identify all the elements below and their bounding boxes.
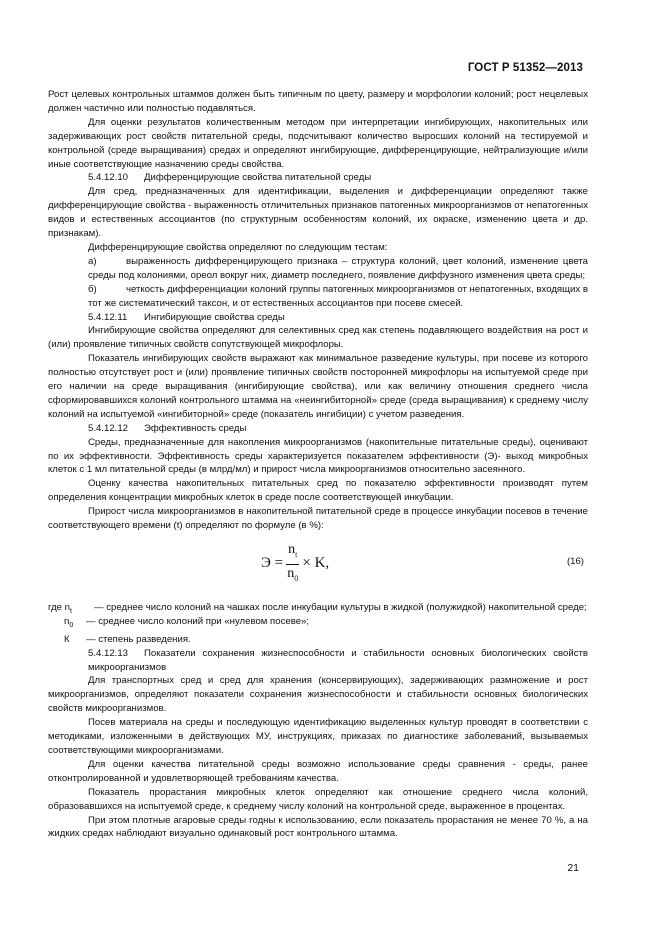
section-number: 5.4.12.12 [88, 422, 129, 434]
paragraph: Для оценки результатов количественным методом при интерпретации ингибирующих, накопительных или задерживающих рост свойств питательной среды, подсчитывают количество выросших колоний на тестируемой и контрольной (среде выращивания) средах и определяют ингибирующие, дифференцирующие, нейтрализующие и/или иные соответствующие назначению среды свойства. [48, 116, 588, 170]
list-item [48, 283, 588, 311]
list-item [48, 255, 588, 283]
formula-fraction [286, 541, 299, 588]
list-item-text: четкость дифференциации колоний группы патогенных микроорганизмов от непатогенных, входящих в тот же систематический таксон, и от естественных ассоциантов при посеве смесей. [88, 283, 588, 309]
paragraph: Прирост числа микроорганизмов в накопительной питательной среде в процессе инкубации посевов в течение соответствующего времени (t) определяют по формуле (в %): [48, 506, 588, 532]
formula-legend-n0 [48, 615, 588, 633]
formula-denominator: $n_0$ [287, 565, 299, 583]
paragraph: Показатель ингибирующих свойств выражают как минимальное разведение культуры, при посеве из которого полностью отсутствует рост и (или) проявление типичных свойств посторонней микрофлоры на испытуемой среде при его наличии на среде выращивания (ингибирующие свойства), или как величину отношения среднего числа сформировавшихся колоний контрольного штамма на «неингибиторной» среде (среда выращивания) к среднему числу колоний на испытуемой «ингибиторной» среде (показатель ингибиции) с учетом разведения. [48, 353, 588, 420]
paragraph: Показатель прорастания микробных клеток определяют как отношение среднего числа колоний, образовавшихся на испытуемой среде, к среднему числу колоний на контрольной среде, выраженное в процентах. [48, 786, 588, 812]
paragraph: Для сред, предназначенных для идентификации, выделения и дифференциации определяют также дифференцирующие свойства - выраженность отличительных признаков патогенных микроорганизмов от непатогенных видов и естественных ассоциантов (по структурным особенностям колоний, их окраске, изменению цвета и др. признакам). [48, 186, 588, 240]
paragraph: При этом плотные агаровые среды годны к использованию, если показатель прорастания не менее 70 %, а на жидких средах наблюдают визуально одинаковый рост контрольного штамма. [48, 814, 588, 840]
paragraph: Для транспортных сред и сред для хранения (консервирующих), задерживающих размножение и рост микроорганизмов, определяют показатели сохранения жизнеспособности и стабильности основных биологических свойств микроорганизмов. [48, 675, 588, 715]
section-heading [48, 311, 588, 325]
document-standard-id: ГОСТ Р 51352—2013 [467, 62, 583, 74]
list-item-text: выраженность дифференцирующего признака – структура колоний, цвет колоний, изменение цвета среды под колониями, ореол вокруг них, диаметр последнего, появление диффузного изменения цвета среды; [88, 255, 588, 281]
paragraph: Среды, предназначенные для накопления микроорганизмов (накопительные питательные среды), оценивают по их эффективности. Эффективность среды характеризуется показателем эффективности (Э)- выход микробных клеток с 1 мл питательной среды (в млрд/мл) и прирост числа микроорганизмов относительно засеянного. [48, 436, 588, 476]
formula-16 [48, 541, 588, 591]
paragraph: Посев материала на среды и последующую идентификацию выделенных культур проводят в соответствии с методиками, изложенными в действующих МУ, инструкциях, приказах по диагностике заболеваний, вызываемых соответствующими микроорганизмами. [48, 717, 588, 756]
section-title: Дифференцирующие свойства питательной среды [144, 172, 372, 184]
list-item-marker: а) [88, 255, 97, 267]
section-title: Ингибирующие свойства среды [144, 311, 285, 323]
formula-legend-t [48, 601, 588, 615]
list-item-marker: б) [88, 283, 97, 295]
formula-legend-k [48, 633, 588, 647]
section-heading [48, 171, 588, 185]
formula-number: (16) [566, 556, 584, 567]
section-heading [48, 422, 588, 436]
formula-expression [261, 541, 329, 587]
section-heading [48, 647, 588, 675]
paragraph: Для оценки качества питательной среды возможно использование среды сравнения - среды, ранее отконтролированной и удовлетворяющей требованиям качества. [48, 758, 588, 784]
section-number: 5.4.12.11 [88, 311, 128, 323]
formula-lhs: Э = [261, 555, 284, 572]
formula-legend-symbol: К [64, 633, 70, 645]
formula-legend-text: — степень разведения. [86, 633, 191, 645]
section-number: 5.4.12.10 [88, 172, 129, 184]
paragraph: Ингибирующие свойства определяют для селективных сред как степень подавляющего воздействия на рост и (или) проявление типичных свойств сопутствующей микрофлоры. [48, 325, 588, 351]
formula-legend-symbol: $n_0$ [64, 615, 74, 629]
section-title: Показатели сохранения жизнеспособности и стабильности основных биологических свойств микроорганизмов [88, 647, 588, 673]
page-number: 21 [567, 862, 579, 874]
formula-numerator: $n_t$ [286, 541, 299, 565]
formula-legend-lead: где $n_t$ [48, 602, 72, 615]
paragraph: Рост целевых контрольных штаммов должен быть типичным по цвету, размеру и морфологии колоний; рост нецелевых должен частично или полностью подавляться. [48, 89, 588, 114]
paragraph: Дифференцирующие свойства определяют по следующим тестам: [88, 241, 388, 253]
formula-rhs: × K, [302, 555, 330, 572]
formula-legend-text: — среднее число колоний при «нулевом посеве»; [86, 615, 310, 627]
section-title: Эффективность среды [144, 422, 247, 434]
paragraph: Оценку качества накопительных питательных сред по показателю эффективности производят путем определения концентрации микробных клеток в среде после соответствующей инкубации. [48, 478, 588, 504]
document-body [48, 88, 588, 841]
formula-legend-text: — среднее число колоний на чашках после инкубации культуры в жидкой (полужидкой) накопительной среде; [94, 602, 587, 613]
section-number: 5.4.12.13 [88, 647, 129, 659]
